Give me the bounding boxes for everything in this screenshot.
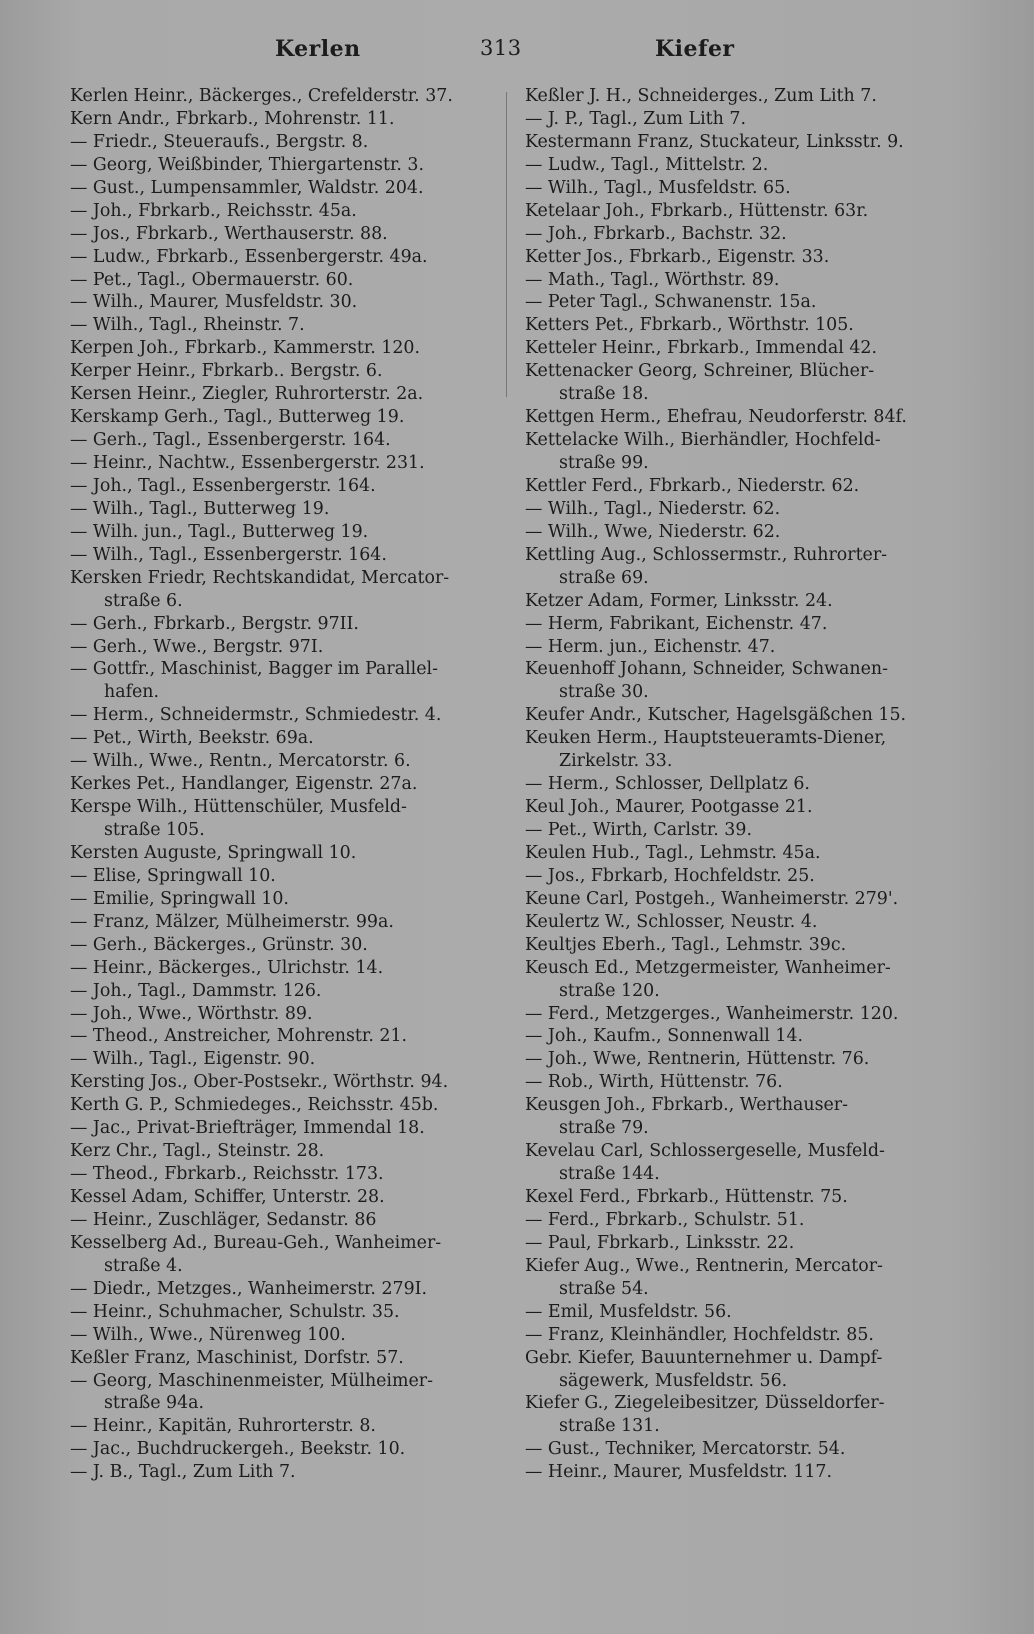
directory-entry-line: straße 105. xyxy=(104,820,205,840)
directory-entry-line: — Franz, Kleinhändler, Hochfeldstr. 85. xyxy=(525,1324,874,1345)
directory-entry-line: Kerskamp Gerh., Tagl., Butterweg 19. xyxy=(70,407,405,428)
directory-entry-line: — Peter Tagl., Schwanenstr. 15a. xyxy=(525,292,817,313)
directory-entry-line: — Heinr., Bäckerges., Ulrichstr. 14. xyxy=(70,957,384,978)
directory-entry-line: — Gottfr., Maschinist, Bagger im Parallel- xyxy=(70,659,438,680)
directory-entry-line: Zirkelstr. 33. xyxy=(559,751,673,772)
directory-entry-line: Kettenacker Georg, Schreiner, Blücher- xyxy=(525,361,875,382)
directory-entry-line: — Wilh., Tagl., Essenbergerstr. 164. xyxy=(70,544,387,565)
directory-entry-line: — Ludw., Tagl., Mittelstr. 2. xyxy=(525,154,769,175)
directory-entry-line: — Wilh., Tagl., Rheinstr. 7. xyxy=(70,315,305,336)
directory-entry-line: — Jos., Fbrkarb, Hochfeldstr. 25. xyxy=(525,865,815,886)
directory-entry-line: — Joh., Fbrkarb., Reichsstr. 45a. xyxy=(70,200,357,221)
directory-entry-line: — Joh., Tagl., Essenbergerstr. 164. xyxy=(70,475,376,496)
directory-entry-line: Kettling Aug., Schlossermstr., Ruhrorter- xyxy=(525,544,888,565)
directory-entry-line: — Herm, Fabrikant, Eichenstr. 47. xyxy=(525,613,828,634)
directory-entry-line: straße 4. xyxy=(104,1255,183,1276)
directory-entry-line: Kiefer Aug., Wwe., Rentnerin, Mercator- xyxy=(525,1255,883,1276)
directory-entry-line: Kettler Ferd., Fbrkarb., Niederstr. 62. xyxy=(525,475,860,496)
directory-entry-line: Kerth G. P., Schmiedeges., Reichsstr. 45b. xyxy=(70,1095,439,1116)
directory-entry-line: — Wilh., Maurer, Musfeldstr. 30. xyxy=(70,292,358,313)
directory-entry-line: — Theod., Anstreicher, Mohrenstr. 21. xyxy=(70,1026,408,1047)
directory-entry-line: Ketteler Heinr., Fbrkarb., Immendal 42. xyxy=(525,338,878,359)
directory-entry-line: — Elise, Springwall 10. xyxy=(70,865,276,886)
directory-entry-line: — Math., Tagl., Wörthstr. 89. xyxy=(525,269,780,290)
directory-entry-line: Keuken Herm., Hauptsteueramts-Diener, xyxy=(525,728,887,749)
directory-entry-line: Kevelau Carl, Schlossergeselle, Musfeld- xyxy=(525,1141,885,1162)
directory-entry-line: Kerper Heinr., Fbrkarb.. Bergstr. 6. xyxy=(70,361,383,382)
directory-entry-line: — Joh., Wwe, Rentnerin, Hüttenstr. 76. xyxy=(525,1049,870,1070)
directory-entry-line: Keulen Hub., Tagl., Lehmstr. 45a. xyxy=(525,842,821,863)
directory-entry-line: straße 144. xyxy=(559,1164,660,1185)
directory-entry-line: Kerz Chr., Tagl., Steinstr. 28. xyxy=(70,1141,325,1162)
directory-entry-line: Kessel Adam, Schiffer, Unterstr. 28. xyxy=(70,1187,385,1207)
directory-entry-line: Kersken Friedr, Rechtskandidat, Mercator- xyxy=(70,567,450,588)
directory-entry-line: — Wilh., Wwe., Nürenweg 100. xyxy=(70,1324,346,1345)
directory-entry-line: Keul Joh., Maurer, Pootgasse 21. xyxy=(525,797,813,818)
directory-entry-line: Ketelaar Joh., Fbrkarb., Hüttenstr. 63r. xyxy=(525,200,869,221)
directory-entry-line: — Ludw., Fbrkarb., Essenbergerstr. 49a. xyxy=(70,246,428,267)
directory-entry-line: Kettelacke Wilh., Bierhändler, Hochfeld- xyxy=(525,430,881,451)
directory-entry-line: Keusch Ed., Metzgermeister, Wanheimer- xyxy=(525,957,891,978)
directory-entry-line: — Wilh., Wwe., Rentn., Mercatorstr. 6. xyxy=(70,751,411,772)
directory-entry-line: sägewerk, Musfeldstr. 56. xyxy=(559,1370,788,1391)
directory-entry-line: Keßler Franz, Maschinist, Dorfstr. 57. xyxy=(70,1347,404,1368)
directory-entry-line: — Wilh., Tagl., Butterweg 19. xyxy=(70,498,330,519)
directory-entry-line: — Theod., Fbrkarb., Reichsstr. 173. xyxy=(70,1164,384,1185)
directory-entry-line: — Wilh., Tagl., Niederstr. 62. xyxy=(525,498,781,519)
directory-entry-line: — Gerh., Bäckerges., Grünstr. 30. xyxy=(70,934,368,955)
directory-entry-line: Keufer Andr., Kutscher, Hagelsgäßchen 15. xyxy=(525,705,907,726)
directory-entry-line: — Herm., Schlosser, Dellplatz 6. xyxy=(525,774,810,795)
directory-entry-line: — J. B., Tagl., Zum Lith 7. xyxy=(70,1462,296,1483)
directory-entry-line: — Pet., Wirth, Carlstr. 39. xyxy=(525,820,752,840)
directory-entry-line: straße 131. xyxy=(559,1416,660,1437)
directory-entry-line: — Georg, Maschinenmeister, Mülheimer- xyxy=(70,1370,433,1391)
directory-entry-line: — Gerh., Tagl., Essenbergerstr. 164. xyxy=(70,430,391,451)
directory-entry-line: — Wilh., Tagl., Musfeldstr. 65. xyxy=(525,177,791,198)
directory-entry-line: — Wilh., Wwe, Niederstr. 62. xyxy=(525,521,781,542)
directory-entry-line: — Heinr., Kapitän, Ruhrorterstr. 8. xyxy=(70,1416,376,1437)
directory-entry-line: — Franz, Mälzer, Mülheimerstr. 99a. xyxy=(70,911,394,932)
directory-entry-line: Kerkes Pet., Handlanger, Eigenstr. 27a. xyxy=(70,774,418,795)
directory-entry-line: straße 99. xyxy=(559,453,649,473)
directory-entry-line: straße 18. xyxy=(559,384,649,405)
directory-entry-line: — Diedr., Metzges., Wanheimerstr. 279I. xyxy=(70,1278,428,1299)
directory-entry-line: — Jac., Privat-Briefträger, Immendal 18. xyxy=(70,1118,425,1139)
directory-entry-line: — Joh., Tagl., Dammstr. 126. xyxy=(70,980,322,1001)
directory-entry-line: straße 79. xyxy=(559,1118,649,1139)
directory-entry-line: Keuenhoff Johann, Schneider, Schwanen- xyxy=(525,659,888,680)
directory-entry-line: — Heinr., Maurer, Musfeldstr. 117. xyxy=(525,1462,833,1483)
directory-entry-line: — Wilh. jun., Tagl., Butterweg 19. xyxy=(70,521,369,542)
running-head-right: Kiefer xyxy=(655,36,735,62)
directory-entry-line: Kexel Ferd., Fbrkarb., Hüttenstr. 75. xyxy=(525,1187,848,1207)
directory-entry-line: Keusgen Joh., Fbrkarb., Werthauser- xyxy=(525,1095,848,1116)
directory-entry-line: straße 94a. xyxy=(104,1393,205,1414)
directory-entry-line: — Heinr., Zuschläger, Sedanstr. 86 xyxy=(70,1209,377,1230)
directory-entry-line: — Jos., Fbrkarb., Werthauserstr. 88. xyxy=(70,223,388,244)
directory-entry-line: — Gust., Techniker, Mercatorstr. 54. xyxy=(525,1439,846,1460)
directory-entry-line: Kesselberg Ad., Bureau-Geh., Wanheimer- xyxy=(70,1232,442,1253)
directory-entry-line: Kersen Heinr., Ziegler, Ruhrorterstr. 2a. xyxy=(70,384,424,405)
page-number: 313 xyxy=(480,36,522,60)
directory-entry-line: — Joh., Wwe., Wörthstr. 89. xyxy=(70,1003,313,1024)
directory-entry-line: straße 69. xyxy=(559,567,649,588)
directory-entry-line: Keßler J. H., Schneiderges., Zum Lith 7. xyxy=(525,86,877,106)
running-head-left: Kerlen xyxy=(275,36,361,62)
directory-entry-line: — Rob., Wirth, Hüttenstr. 76. xyxy=(525,1072,783,1093)
directory-entry-line: — Joh., Fbrkarb., Bachstr. 32. xyxy=(525,223,787,244)
directory-entry-line: — Heinr., Nachtw., Essenbergerstr. 231. xyxy=(70,453,425,473)
directory-entry-line: — Pet., Wirth, Beekstr. 69a. xyxy=(70,728,314,749)
directory-entry-line: Kersting Jos., Ober-Postsekr., Wörthstr. 94. xyxy=(70,1072,449,1093)
directory-entry-line: — Wilh., Tagl., Eigenstr. 90. xyxy=(70,1049,316,1070)
directory-entry-line: — Heinr., Schuhmacher, Schulstr. 35. xyxy=(70,1301,400,1322)
directory-entry-line: — Herm. jun., Eichenstr. 47. xyxy=(525,636,776,657)
directory-entry-line: straße 6. xyxy=(104,590,183,611)
directory-entry-line: — Paul, Fbrkarb., Linksstr. 22. xyxy=(525,1232,795,1253)
directory-entry-line: Ketters Pet., Fbrkarb., Wörthstr. 105. xyxy=(525,315,854,336)
directory-entry-line: — Emil, Musfeldstr. 56. xyxy=(525,1301,732,1322)
directory-entry-line: Keune Carl, Postgeh., Wanheimerstr. 279'. xyxy=(525,888,899,909)
directory-entry-line: Ketter Jos., Fbrkarb., Eigenstr. 33. xyxy=(525,246,830,267)
directory-entry-line: — Emilie, Springwall 10. xyxy=(70,888,289,909)
directory-entry-line: Kerspe Wilh., Hüttenschüler, Musfeld- xyxy=(70,797,407,818)
directory-entry-line: — Ferd., Metzgerges., Wanheimerstr. 120. xyxy=(525,1003,899,1024)
directory-entry-line: straße 120. xyxy=(559,980,660,1001)
directory-entry-line: — J. P., Tagl., Zum Lith 7. xyxy=(525,108,746,129)
directory-entry-line: — Gust., Lumpensammler, Waldstr. 204. xyxy=(70,177,424,198)
right-column xyxy=(525,85,975,1484)
directory-entry-line: Keultjes Eberh., Tagl., Lehmstr. 39c. xyxy=(525,934,847,955)
left-column xyxy=(70,85,510,1484)
directory-entry-line: Ketzer Adam, Former, Linksstr. 24. xyxy=(525,590,833,611)
directory-entry-line: straße 30. xyxy=(559,682,649,703)
directory-entry-line: Keulertz W., Schlosser, Neustr. 4. xyxy=(525,911,818,932)
directory-entry-line: — Joh., Kaufm., Sonnenwall 14. xyxy=(525,1026,804,1047)
directory-entry-line: Kettgen Herm., Ehefrau, Neudorferstr. 84f. xyxy=(525,407,907,428)
directory-entry-line: — Jac., Buchdruckergeh., Beekstr. 10. xyxy=(70,1439,406,1460)
directory-entry-line: — Friedr., Steueraufs., Bergstr. 8. xyxy=(70,131,369,152)
directory-entry-line: — Ferd., Fbrkarb., Schulstr. 51. xyxy=(525,1209,805,1230)
directory-entry-line: Kerlen Heinr., Bäckerges., Crefelderstr. 37. xyxy=(70,86,453,106)
directory-entry-line: Gebr. Kiefer, Bauunternehmer u. Dampf- xyxy=(525,1347,883,1368)
directory-entry-line: Kestermann Franz, Stuckateur, Linksstr. 9. xyxy=(525,131,904,152)
directory-entry-line: Kersten Auguste, Springwall 10. xyxy=(70,842,357,863)
directory-entry-line: — Pet., Tagl., Obermauerstr. 60. xyxy=(70,269,354,290)
directory-entry-line: — Herm., Schneidermstr., Schmiedestr. 4. xyxy=(70,705,442,726)
directory-entry-line: hafen. xyxy=(104,682,160,703)
directory-entry-line: Kerpen Joh., Fbrkarb., Kammerstr. 120. xyxy=(70,338,420,359)
directory-entry-line: straße 54. xyxy=(559,1278,649,1299)
directory-entry-line: Kern Andr., Fbrkarb., Mohrenstr. 11. xyxy=(70,108,395,129)
directory-entry-line: Kiefer G., Ziegeleibesitzer, Düsseldorfer- xyxy=(525,1393,885,1414)
directory-entry-line: — Georg, Weißbinder, Thiergartenstr. 3. xyxy=(70,154,425,175)
directory-entry-line: — Gerh., Fbrkarb., Bergstr. 97II. xyxy=(70,613,359,634)
directory-entry-line: — Gerh., Wwe., Bergstr. 97I. xyxy=(70,636,324,657)
